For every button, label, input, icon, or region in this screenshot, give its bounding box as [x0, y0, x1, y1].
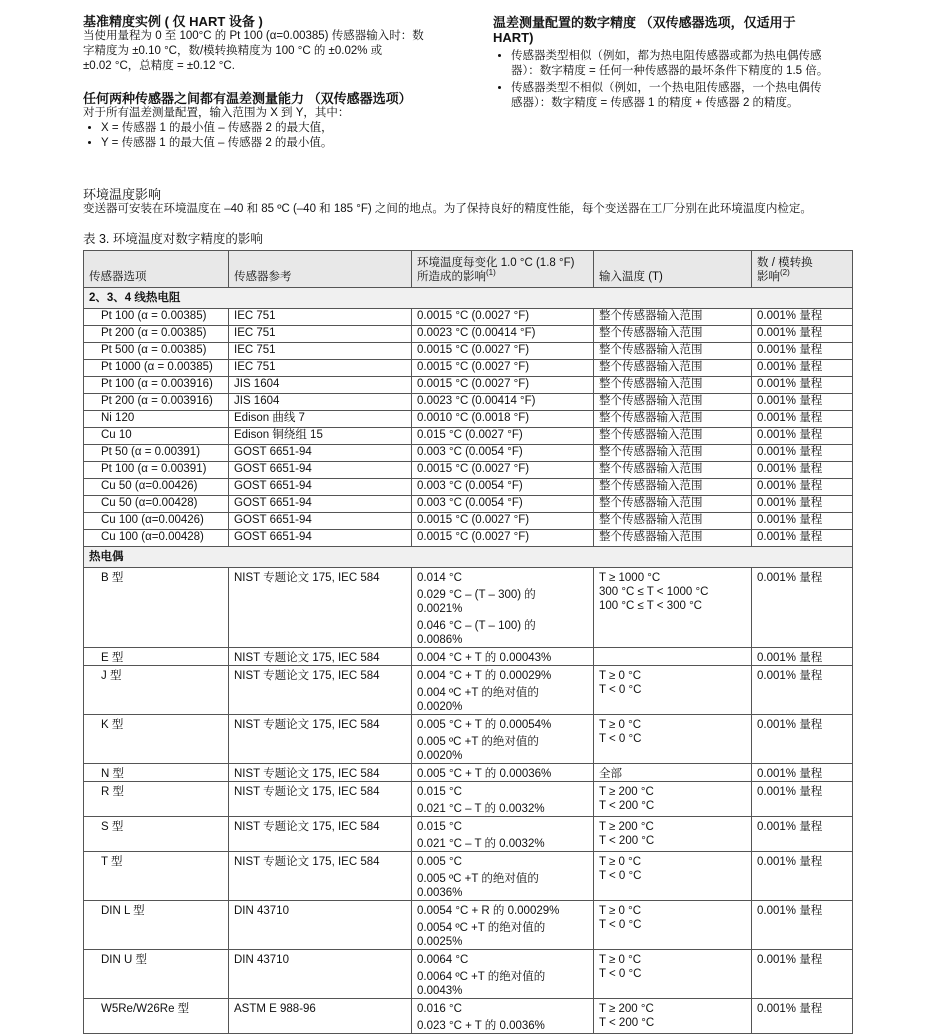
effect-line: 0.023 °C + T 的 0.0036%: [417, 1020, 545, 1032]
cell-sensor-option: S 型: [84, 817, 229, 852]
cell-input-temperature: 整个传感器输入范围: [594, 513, 752, 530]
bullet-line: 感器）：数字精度 = 传感器 1 的精度 + 传感器 2 的精度。: [511, 97, 799, 109]
cell-sensor-option: Pt 500 (α = 0.00385): [84, 343, 229, 360]
cell-sensor-option: Pt 100 (α = 0.00385): [84, 309, 229, 326]
ambient-effect-title: 环境温度影响: [83, 187, 162, 202]
cell-da-effect: 0.001% 量程: [752, 530, 853, 547]
temperature-line: T < 200 °C: [599, 800, 655, 812]
cell-sensor-reference: DIN 43710: [229, 950, 412, 999]
cell-input-temperature: [594, 999, 752, 1034]
reference-accuracy-line: 字精度为 ±0.10 °C，数/模转换精度为 100 °C 的 ±0.02% 或: [83, 45, 383, 57]
ambient-effect-text: 变送器可安装在环境温度在 –40 和 85 ºC (–40 和 185 °F) 之间的地点。为了保持良好的精度性能，每个变送器在工厂分别在此环境温度内检定。: [83, 203, 812, 215]
table-row: [84, 513, 853, 530]
cell-sensor-reference: GOST 6651-94: [229, 496, 412, 513]
cell-da-effect: 0.001% 量程: [752, 326, 853, 343]
cell-effect: 0.003 °C (0.0054 °F): [412, 445, 594, 462]
cell-sensor-option: W5Re/W26Re 型: [84, 999, 229, 1034]
cell-sensor-reference: GOST 6651-94: [229, 445, 412, 462]
cell-effect: [412, 817, 594, 852]
table-row: [84, 817, 853, 852]
cell-sensor-reference: NIST 专题论文 175, IEC 584: [229, 852, 412, 901]
differential-accuracy-list: [493, 49, 863, 111]
cell-input-temperature: [594, 666, 752, 715]
cell-input-temperature: [594, 950, 752, 999]
table-row: [84, 343, 853, 360]
list-item: [511, 81, 863, 111]
header-sensor-reference: 传感器参考: [229, 251, 412, 288]
cell-sensor-option: Pt 200 (α = 0.00385): [84, 326, 229, 343]
cell-effect: [412, 999, 594, 1034]
temperature-line: T ≥ 0 °C: [599, 954, 642, 966]
table-row: [84, 479, 853, 496]
differential-accuracy-title: 温差测量配置的数字精度 （双传感器选项，仅适用于: [493, 15, 796, 30]
ambient-effect-section: [83, 187, 883, 217]
cell-input-temperature: 整个传感器输入范围: [594, 496, 752, 513]
list-item: • X = 传感器 1 的最小值 – 传感器 2 的最大值，: [101, 121, 483, 136]
cell-sensor-option: Cu 100 (α=0.00428): [84, 530, 229, 547]
cell-da-effect: 0.001% 量程: [752, 394, 853, 411]
temperature-line: T ≥ 0 °C: [599, 670, 642, 682]
differential-accuracy-title-2: HART): [493, 30, 534, 45]
cell-sensor-reference: GOST 6651-94: [229, 513, 412, 530]
cell-effect: [412, 852, 594, 901]
footnote-marker: (1): [486, 268, 496, 278]
table-row: [84, 394, 853, 411]
effect-line: 0.005 °C + T 的 0.00054%: [417, 719, 552, 731]
effect-line: 0.046 °C – (T – 100) 的: [417, 620, 536, 632]
cell-input-temperature: 整个传感器输入范围: [594, 377, 752, 394]
temperature-line: T ≥ 0 °C: [599, 719, 642, 731]
table-row: [84, 462, 853, 479]
cell-sensor-reference: IEC 751: [229, 326, 412, 343]
cell-sensor-reference: GOST 6651-94: [229, 530, 412, 547]
cell-input-temperature: 整个传感器输入范围: [594, 411, 752, 428]
effect-line: 0.0064 ºC +T 的绝对值的: [417, 971, 546, 983]
cell-input-temperature: 整个传感器输入范围: [594, 394, 752, 411]
table-caption: 表 3. 环境温度对数字精度的影响: [83, 232, 263, 246]
cell-sensor-option: Pt 200 (α = 0.003916): [84, 394, 229, 411]
cell-da-effect: 0.001% 量程: [752, 445, 853, 462]
effect-line: 0.021 °C – T 的 0.0032%: [417, 803, 545, 815]
temperature-line: T < 0 °C: [599, 968, 642, 980]
cell-effect: 0.015 °C (0.0027 °F): [412, 428, 594, 445]
table-row: [84, 360, 853, 377]
effect-line: 0.0020%: [417, 750, 463, 762]
cell-da-effect: 0.001% 量程: [752, 648, 853, 666]
cell-input-temperature: [594, 648, 752, 666]
cell-da-effect: 0.001% 量程: [752, 782, 853, 817]
cell-effect: 0.0015 °C (0.0027 °F): [412, 309, 594, 326]
temperature-line: T ≥ 200 °C: [599, 821, 654, 833]
temperature-line: T < 0 °C: [599, 919, 642, 931]
temperature-line: T < 0 °C: [599, 733, 642, 745]
cell-da-effect: 0.001% 量程: [752, 666, 853, 715]
cell-input-temperature: 整个传感器输入范围: [594, 462, 752, 479]
cell-da-effect: 0.001% 量程: [752, 513, 853, 530]
table-row: [84, 309, 853, 326]
cell-da-effect: 0.001% 量程: [752, 715, 853, 764]
differential-capability-title: 任何两种传感器之间都有温差测量能力 （双传感器选项）: [83, 91, 412, 106]
cell-effect: 0.0015 °C (0.0027 °F): [412, 530, 594, 547]
table-row: [84, 715, 853, 764]
effect-line: 0.014 °C: [417, 572, 462, 584]
cell-da-effect: 0.001% 量程: [752, 852, 853, 901]
cell-sensor-option: Cu 10: [84, 428, 229, 445]
cell-effect: [412, 715, 594, 764]
cell-sensor-reference: GOST 6651-94: [229, 479, 412, 496]
cell-sensor-option: Pt 1000 (α = 0.00385): [84, 360, 229, 377]
effect-line: 0.005 ºC +T 的绝对值的: [417, 873, 539, 885]
group-label: 2、3、4 线热电阻: [84, 288, 853, 309]
cell-input-temperature: 整个传感器输入范围: [594, 479, 752, 496]
table-row: [84, 428, 853, 445]
cell-sensor-reference: Edison 曲线 7: [229, 411, 412, 428]
cell-input-temperature: [594, 715, 752, 764]
table-row: [84, 530, 853, 547]
cell-input-temperature: [594, 782, 752, 817]
temperature-line: T < 0 °C: [599, 870, 642, 882]
cell-sensor-reference: NIST 专题论文 175, IEC 584: [229, 817, 412, 852]
header-effect-line2: 所造成的影响: [417, 271, 486, 283]
effect-line: 0.0036%: [417, 887, 463, 899]
table-row: [84, 999, 853, 1034]
table-row: [84, 950, 853, 999]
cell-effect: 0.0015 °C (0.0027 °F): [412, 377, 594, 394]
effect-line: 0.0054 ºC +T 的绝对值的: [417, 922, 546, 934]
list-item: • Y = 传感器 1 的最大值 – 传感器 2 的最小值。: [101, 136, 483, 151]
cell-sensor-reference: Edison 铜绕组 15: [229, 428, 412, 445]
effect-line: 0.0020%: [417, 701, 463, 713]
cell-sensor-reference: ASTM E 988-96: [229, 999, 412, 1034]
temperature-line: T ≥ 0 °C: [599, 905, 642, 917]
cell-da-effect: 0.001% 量程: [752, 309, 853, 326]
cell-input-temperature: 整个传感器输入范围: [594, 445, 752, 462]
cell-sensor-option: T 型: [84, 852, 229, 901]
cell-da-effect: 0.001% 量程: [752, 462, 853, 479]
cell-sensor-option: Ni 120: [84, 411, 229, 428]
temperature-line: T ≥ 1000 °C: [599, 572, 661, 584]
cell-sensor-reference: DIN 43710: [229, 901, 412, 950]
cell-effect: [412, 901, 594, 950]
table-row: [84, 764, 853, 782]
cell-sensor-reference: GOST 6651-94: [229, 462, 412, 479]
temperature-line: 100 °C ≤ T < 300 °C: [599, 600, 702, 612]
cell-sensor-reference: IEC 751: [229, 343, 412, 360]
temperature-line: 300 °C ≤ T < 1000 °C: [599, 586, 709, 598]
cell-sensor-option: N 型: [84, 764, 229, 782]
cell-sensor-option: Cu 100 (α=0.00426): [84, 513, 229, 530]
cell-sensor-option: DIN U 型: [84, 950, 229, 999]
cell-effect: 0.0023 °C (0.00414 °F): [412, 394, 594, 411]
cell-input-temperature: 整个传感器输入范围: [594, 530, 752, 547]
thermocouple-group-row: [84, 547, 853, 568]
temperature-line: T ≥ 0 °C: [599, 856, 642, 868]
ambient-effect-table: [83, 250, 853, 1034]
cell-sensor-reference: JIS 1604: [229, 394, 412, 411]
cell-da-effect: 0.001% 量程: [752, 343, 853, 360]
effect-line: 0.005 °C: [417, 856, 462, 868]
cell-effect: 0.0015 °C (0.0027 °F): [412, 462, 594, 479]
cell-sensor-option: K 型: [84, 715, 229, 764]
cell-da-effect: 0.001% 量程: [752, 428, 853, 445]
cell-da-effect: 0.001% 量程: [752, 568, 853, 648]
cell-effect: [412, 568, 594, 648]
cell-sensor-option: Pt 50 (α = 0.00391): [84, 445, 229, 462]
effect-line: 0.0086%: [417, 634, 463, 646]
effect-line: 0.029 °C – (T – 300) 的: [417, 589, 536, 601]
effect-line: 0.004 °C + T 的 0.00043%: [417, 652, 552, 664]
cell-sensor-option: J 型: [84, 666, 229, 715]
temperature-line: T < 0 °C: [599, 684, 642, 696]
header-effect-line1: 环境温度每变化 1.0 °C (1.8 °F): [417, 257, 575, 269]
cell-sensor-reference: NIST 专题论文 175, IEC 584: [229, 715, 412, 764]
effect-line: 0.015 °C: [417, 821, 462, 833]
header-da-effect: [752, 251, 853, 288]
cell-da-effect: 0.001% 量程: [752, 479, 853, 496]
differential-capability-section: [83, 91, 483, 151]
header-sensor-option: 传感器选项: [84, 251, 229, 288]
effect-line: 0.005 ºC +T 的绝对值的: [417, 736, 539, 748]
table-row: [84, 852, 853, 901]
effect-line: 0.004 °C + T 的 0.00029%: [417, 670, 552, 682]
reference-accuracy-line: ±0.02 °C，总精度 = ±0.12 °C.: [83, 60, 235, 72]
table-row: [84, 411, 853, 428]
footnote-marker: (2): [780, 268, 790, 278]
cell-sensor-reference: IEC 751: [229, 360, 412, 377]
table-row: [84, 568, 853, 648]
header-effect: [412, 251, 594, 288]
cell-input-temperature: 整个传感器输入范围: [594, 309, 752, 326]
cell-sensor-reference: NIST 专题论文 175, IEC 584: [229, 568, 412, 648]
effect-line: 0.0064 °C: [417, 954, 469, 966]
cell-da-effect: 0.001% 量程: [752, 411, 853, 428]
cell-sensor-option: Pt 100 (α = 0.003916): [84, 377, 229, 394]
table-row: [84, 377, 853, 394]
cell-da-effect: 0.001% 量程: [752, 764, 853, 782]
bullet-line: • 传感器类型相似（例如，都为热电阻传感器或都为热电偶传感: [511, 50, 822, 62]
cell-sensor-reference: IEC 751: [229, 309, 412, 326]
bullet-line: • 传感器类型不相似（例如，一个热电阻传感器，一个热电偶传: [511, 82, 822, 94]
cell-da-effect: 0.001% 量程: [752, 817, 853, 852]
reference-accuracy-title: 基准精度实例 ( 仅 HART 设备 ): [83, 14, 263, 29]
temperature-line: 全部: [599, 768, 622, 780]
table-header-row: [84, 251, 853, 288]
cell-effect: 0.0023 °C (0.00414 °F): [412, 326, 594, 343]
effect-line: 0.016 °C: [417, 1003, 462, 1015]
temperature-line: T < 200 °C: [599, 835, 655, 847]
effect-line: 0.005 °C + T 的 0.00036%: [417, 768, 552, 780]
effect-line: 0.0043%: [417, 985, 463, 997]
cell-da-effect: 0.001% 量程: [752, 377, 853, 394]
cell-effect: [412, 666, 594, 715]
cell-sensor-option: B 型: [84, 568, 229, 648]
header-da-line1: 数 / 模转换: [757, 257, 813, 269]
table-row: [84, 445, 853, 462]
cell-sensor-option: DIN L 型: [84, 901, 229, 950]
cell-input-temperature: 整个传感器输入范围: [594, 326, 752, 343]
cell-da-effect: 0.001% 量程: [752, 950, 853, 999]
cell-effect: 0.0010 °C (0.0018 °F): [412, 411, 594, 428]
cell-sensor-reference: NIST 专题论文 175, IEC 584: [229, 648, 412, 666]
cell-input-temperature: [594, 817, 752, 852]
cell-input-temperature: 整个传感器输入范围: [594, 360, 752, 377]
header-da-line2: 影响: [757, 271, 780, 283]
table-row: [84, 326, 853, 343]
cell-da-effect: 0.001% 量程: [752, 360, 853, 377]
cell-sensor-option: Cu 50 (α=0.00426): [84, 479, 229, 496]
cell-sensor-option: Pt 100 (α = 0.00391): [84, 462, 229, 479]
table-row: [84, 648, 853, 666]
effect-line: 0.004 ºC +T 的绝对值的: [417, 687, 539, 699]
differential-bullet-list: [83, 121, 483, 151]
cell-sensor-reference: NIST 专题论文 175, IEC 584: [229, 764, 412, 782]
table-row: [84, 666, 853, 715]
cell-sensor-option: E 型: [84, 648, 229, 666]
effect-line: 0.0025%: [417, 936, 463, 948]
reference-accuracy-line: 当使用量程为 0 至 100°C 的 Pt 100 (α=0.00385) 传感器输入时：数: [83, 30, 424, 42]
cell-effect: [412, 648, 594, 666]
temperature-line: T ≥ 200 °C: [599, 786, 654, 798]
cell-input-temperature: 整个传感器输入范围: [594, 343, 752, 360]
list-item: [511, 49, 863, 79]
table-row: [84, 901, 853, 950]
cell-sensor-reference: NIST 专题论文 175, IEC 584: [229, 666, 412, 715]
cell-da-effect: 0.001% 量程: [752, 999, 853, 1034]
differential-capability-intro: 对于所有温差测量配置，输入范围为 X 到 Y，其中：: [83, 107, 350, 119]
bullet-line: 器）：数字精度 = 任何一种传感器的最坏条件下精度的 1.5 倍。: [511, 65, 829, 77]
cell-effect: 0.003 °C (0.0054 °F): [412, 496, 594, 513]
cell-sensor-reference: NIST 专题论文 175, IEC 584: [229, 782, 412, 817]
cell-input-temperature: [594, 764, 752, 782]
cell-da-effect: 0.001% 量程: [752, 901, 853, 950]
cell-effect: 0.0015 °C (0.0027 °F): [412, 360, 594, 377]
cell-effect: 0.0015 °C (0.0027 °F): [412, 513, 594, 530]
differential-accuracy-section: [493, 15, 863, 113]
cell-input-temperature: [594, 852, 752, 901]
cell-effect: 0.003 °C (0.0054 °F): [412, 479, 594, 496]
cell-effect: [412, 782, 594, 817]
rtd-group-row: [84, 288, 853, 309]
cell-sensor-option: Cu 50 (α=0.00428): [84, 496, 229, 513]
cell-input-temperature: 整个传感器输入范围: [594, 428, 752, 445]
table-row: [84, 496, 853, 513]
effect-line: 0.015 °C: [417, 786, 462, 798]
table-row: [84, 782, 853, 817]
effect-line: 0.021 °C – T 的 0.0032%: [417, 838, 545, 850]
cell-sensor-option: R 型: [84, 782, 229, 817]
temperature-line: T < 200 °C: [599, 1017, 655, 1029]
cell-da-effect: 0.001% 量程: [752, 496, 853, 513]
reference-accuracy-section: [83, 14, 473, 74]
group-label: 热电偶: [84, 547, 853, 568]
header-input-temperature: 输入温度 (T): [594, 251, 752, 288]
cell-input-temperature: [594, 901, 752, 950]
cell-input-temperature: [594, 568, 752, 648]
temperature-line: T ≥ 200 °C: [599, 1003, 654, 1015]
cell-effect: [412, 764, 594, 782]
cell-effect: 0.0015 °C (0.0027 °F): [412, 343, 594, 360]
cell-sensor-reference: JIS 1604: [229, 377, 412, 394]
effect-line: 0.0021%: [417, 603, 463, 615]
effect-line: 0.0054 °C + R 的 0.00029%: [417, 905, 560, 917]
cell-effect: [412, 950, 594, 999]
